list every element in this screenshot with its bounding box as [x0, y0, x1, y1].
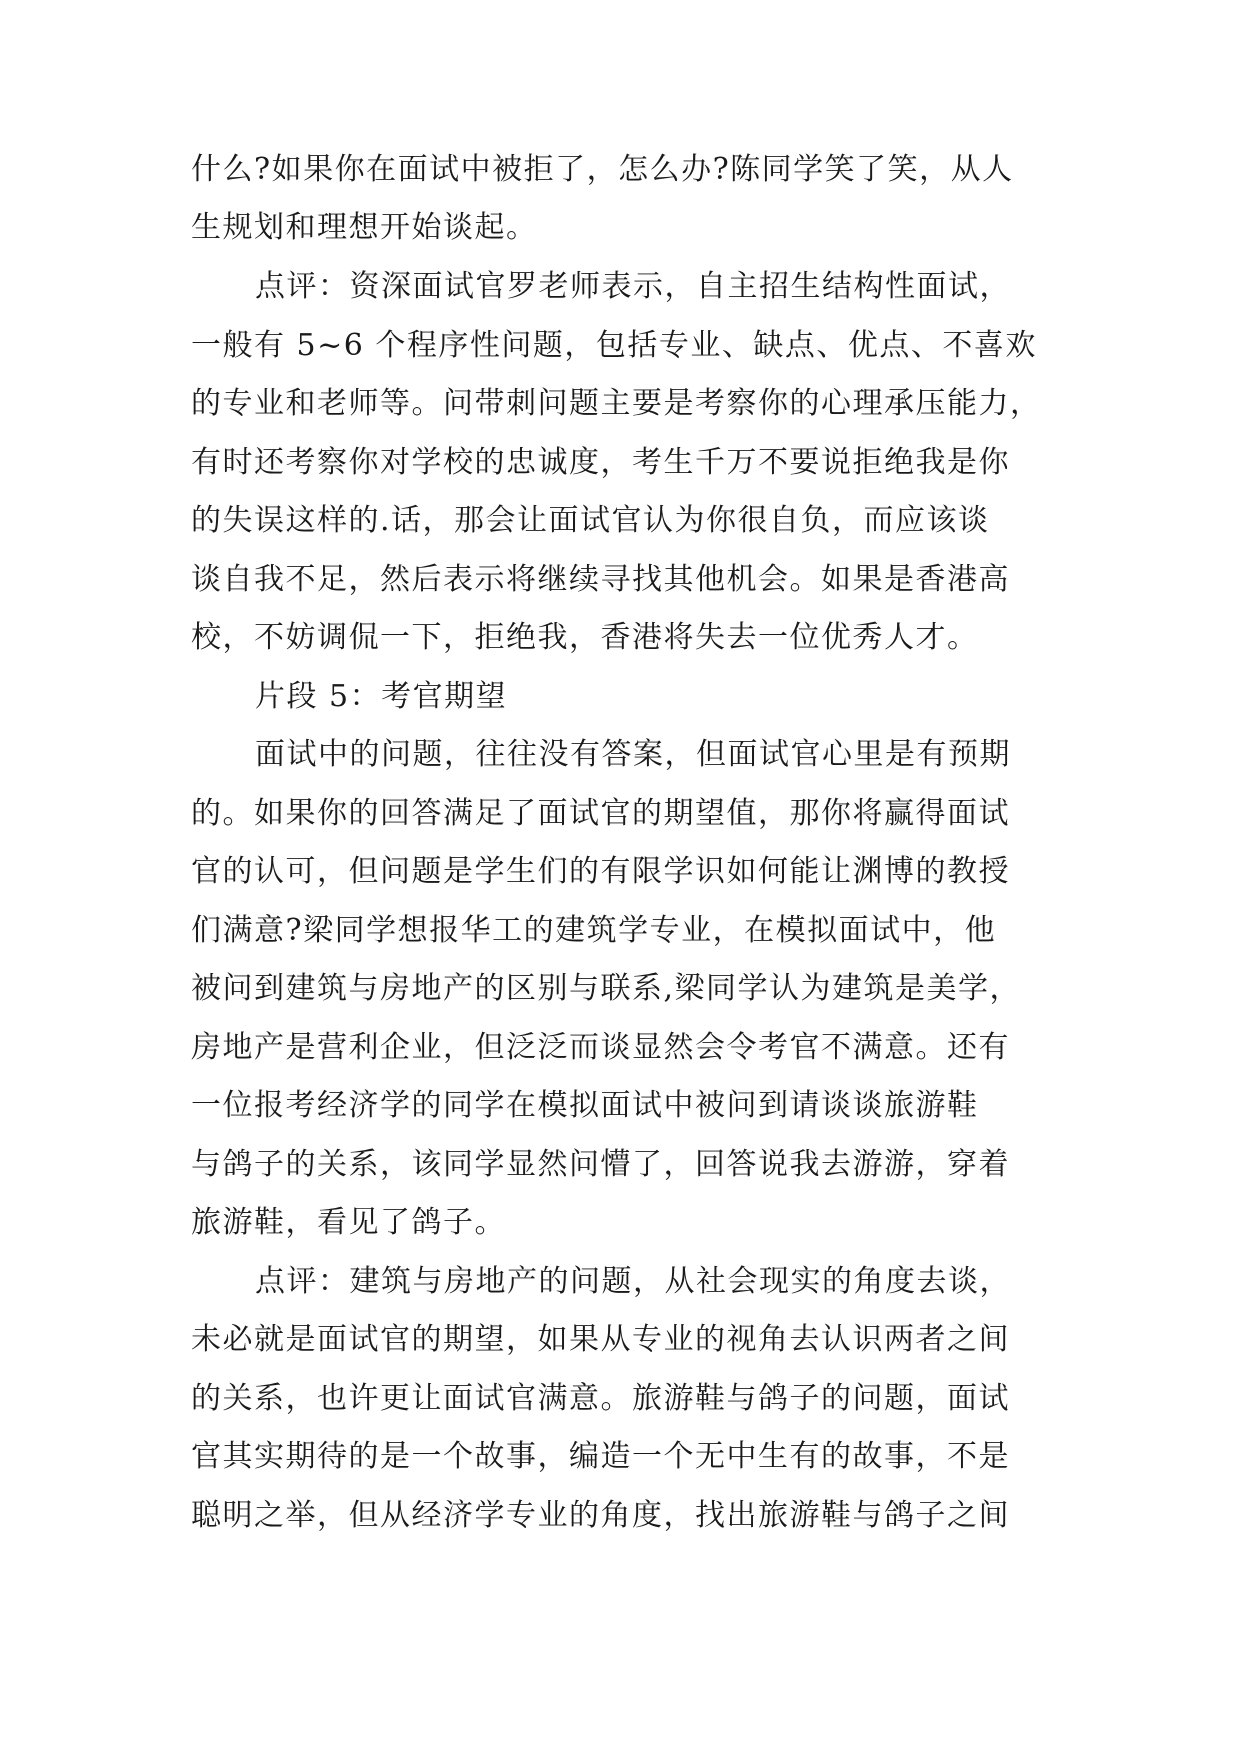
paragraph-first-line: 点评：资深面试官罗老师表示，自主招生结构性面试， — [255, 269, 1011, 304]
text-line: 们满意?梁同学想报华工的建筑学专业，在模拟面试中，他 — [191, 913, 997, 948]
text-line: 的专业和老师等。问带刺问题主要是考察你的心理承压能力， — [191, 386, 1042, 421]
text-line: 生规划和理想开始谈起。 — [191, 210, 538, 245]
text-line: 被问到建筑与房地产的区别与联系,梁同学认为建筑是美学， — [191, 971, 1022, 1006]
text-line: 官其实期待的是一个故事，编造一个无中生有的故事，不是 — [191, 1439, 1010, 1474]
text-line: 有时还考察你对学校的忠诚度，考生千万不要说拒绝我是你 — [191, 445, 1010, 480]
paragraph-first-line: 面试中的问题，往往没有答案，但面试官心里是有预期 — [255, 737, 1011, 772]
text-line: 一般有 5~6 个程序性问题，包括专业、缺点、优点、不喜欢 — [191, 328, 1037, 363]
text-line: 谈自我不足，然后表示将继续寻找其他机会。如果是香港高 — [191, 562, 1010, 597]
text-line: 的关系，也许更让面试官满意。旅游鞋与鸽子的问题，面试 — [191, 1381, 1010, 1416]
text-line: 什么?如果你在面试中被拒了，怎么办?陈同学笑了笑，从人 — [191, 152, 1014, 187]
text-line: 聪明之举，但从经济学专业的角度，找出旅游鞋与鸽子之间 — [191, 1498, 1010, 1533]
text-line: 房地产是营利企业，但泛泛而谈显然会令考官不满意。还有 — [191, 1030, 1010, 1065]
text-line: 的。如果你的回答满足了面试官的期望值，那你将赢得面试 — [191, 796, 1010, 831]
text-line: 的失误这样的.话，那会让面试官认为你很自负，而应该谈 — [191, 503, 990, 538]
paragraph-first-line: 点评：建筑与房地产的问题，从社会现实的角度去谈， — [255, 1264, 1011, 1299]
text-line: 官的认可，但问题是学生们的有限学识如何能让渊博的教授 — [191, 854, 1010, 889]
text-line: 旅游鞋，看见了鸽子。 — [191, 1205, 506, 1240]
text-line: 校，不妨调侃一下，拒绝我，香港将失去一位优秀人才。 — [191, 620, 979, 655]
section-heading: 片段 5：考官期望 — [255, 679, 508, 714]
text-line: 与鸽子的关系，该同学显然问懵了，回答说我去游游，穿着 — [191, 1147, 1010, 1182]
text-line: 未必就是面试官的期望，如果从专业的视角去认识两者之间 — [191, 1322, 1010, 1357]
text-line: 一位报考经济学的同学在模拟面试中被问到请谈谈旅游鞋 — [191, 1088, 979, 1123]
